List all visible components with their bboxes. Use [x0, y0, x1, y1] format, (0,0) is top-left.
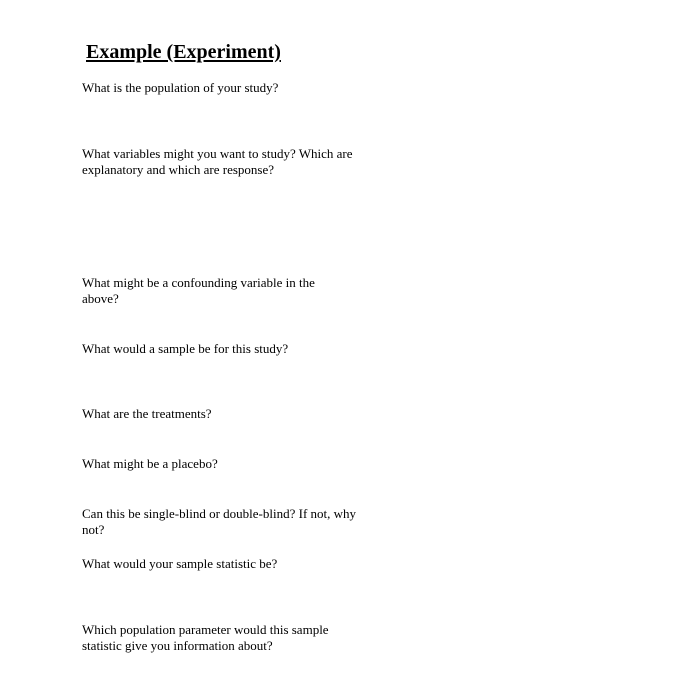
- question-blinding: Can this be single-blind or double-blind? If not, why not?: [82, 506, 357, 537]
- question-treatments: What are the treatments?: [82, 406, 212, 421]
- question-sample: What would a sample be for this study?: [82, 341, 289, 356]
- question-population: What is the population of your study?: [82, 80, 279, 95]
- question-variables: What variables might you want to study? Which are explanatory and which are response?: [82, 146, 353, 177]
- page-title: Example (Experiment): [86, 41, 281, 63]
- question-confounding-variable: What might be a confounding variable in the above?: [82, 275, 315, 306]
- question-placebo: What might be a placebo?: [82, 456, 218, 471]
- question-sample-statistic: What would your sample statistic be?: [82, 556, 278, 571]
- question-population-parameter: Which population parameter would this sample statistic give you information about?: [82, 622, 329, 653]
